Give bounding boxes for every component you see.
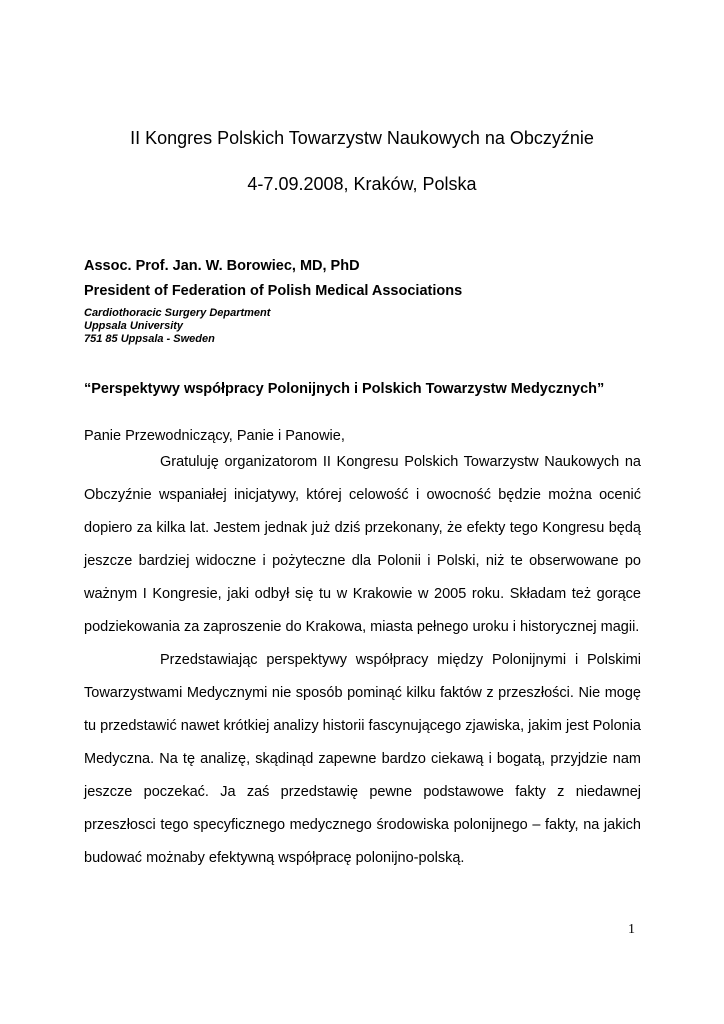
talk-title: “Perspektywy współpracy Polonijnych i Polskich Towarzystw Medycznych” <box>84 381 605 397</box>
greeting: Panie Przewodniczący, Panie i Panowie, <box>84 428 345 444</box>
author-role: President of Federation of Polish Medical Associations <box>84 283 463 299</box>
author-name: Assoc. Prof. Jan. W. Borowiec, MD, PhD <box>84 258 360 274</box>
affiliation-address: 751 85 Uppsala - Sweden <box>84 333 215 345</box>
document-title: II Kongres Polskich Towarzystw Naukowych na Obczyźnie <box>130 128 594 148</box>
page-number: 1 <box>628 922 635 937</box>
body-paragraph: Przedstawiając perspektywy współpracy między Polonijnymi i Polskimi Towarzystwami Medycznymi nie sposób pominąć kilku faktów z przeszłości. Nie mogę tu przedstawić nawet krótkiej analizy historii fascynującego zjawiska, jakim jest Polonia Medyczna. Na tę analizę, skądinąd zapewne bardzo ciekawą i bogatą, przyjdzie nam jeszcze poczekać. Ja zaś przedstawię pewne podstawowe fakty z niedawnej przeszłosci tego specyficznego medycznego środowiska polonijnego – fakty, na jakich budować możnaby efektywną współpracę polonijno-polską. <box>84 652 641 866</box>
body-paragraph: Gratuluję organizatorom II Kongresu Polskich Towarzystw Naukowych na Obczyźnie wspaniałej inicjatywy, której celowość i owocność będzie można ocenić dopiero za kilka lat. Jestem jednak już dziś przekonany, że efekty tego Kongresu będą jeszcze bardziej widoczne i pożyteczne dla Polonii i Polski, niż te obserwowane po ważnym I Kongresie, jaki odbył się tu w Krakowie w 2005 roku. Składam też gorące podziekowania za zaproszenie do Krakowa, miasta pełnego uroku i historycznej magii. <box>84 454 641 635</box>
event-date-location: 4-7.09.2008, Kraków, Polska <box>247 174 477 194</box>
affiliation-department: Cardiothoracic Surgery Department <box>84 307 271 319</box>
affiliation-university: Uppsala University <box>84 320 184 332</box>
